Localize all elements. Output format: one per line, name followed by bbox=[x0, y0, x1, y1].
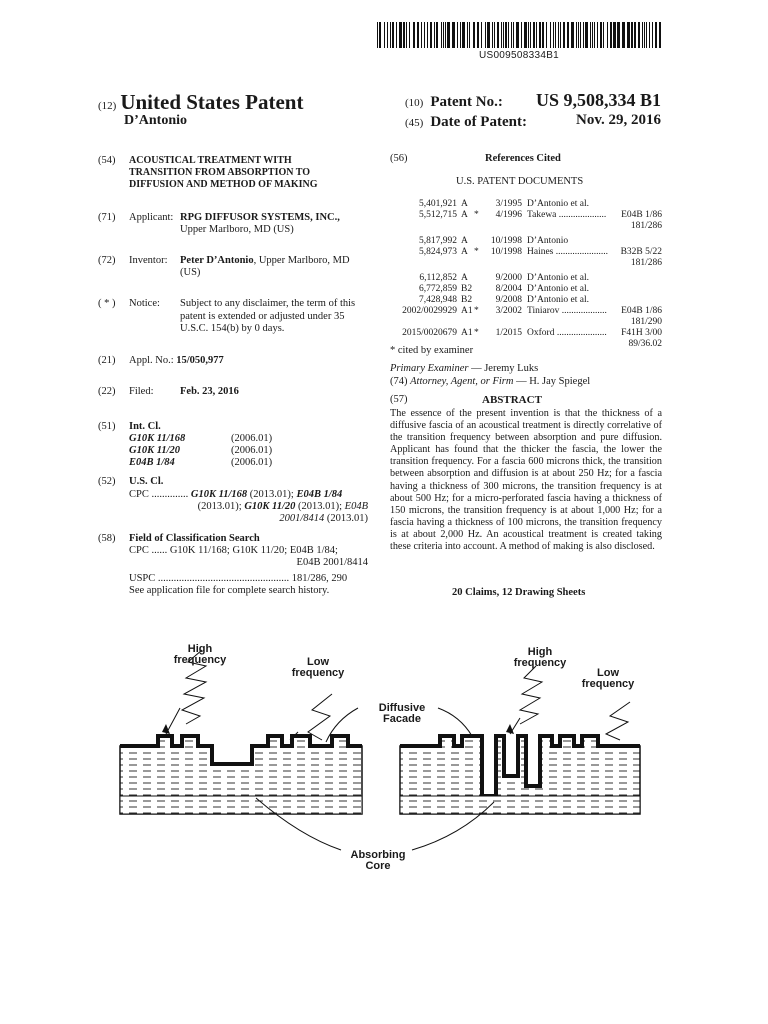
ref-kind: A bbox=[461, 236, 468, 246]
document-title: United States Patent bbox=[120, 90, 304, 114]
ref-number: 7,428,948 bbox=[419, 295, 457, 305]
field-uspc-line: USPC .................................................. 181/286, 290 bbox=[129, 573, 348, 584]
barcode-bar bbox=[494, 22, 495, 48]
right-high-frequency-label bbox=[510, 647, 570, 669]
ref-kind: A1 bbox=[461, 328, 473, 338]
field-cpc-line: E04B 2001/8414 bbox=[296, 557, 368, 568]
reference-row bbox=[390, 210, 662, 221]
field-cpc-line: CPC ...... G10K 11/168; G10K 11/20; E04B 1/84; bbox=[129, 545, 338, 556]
applicant-name: RPG DIFFUSOR SYSTEMS, INC., bbox=[180, 212, 340, 223]
appl-number: 15/050,977 bbox=[176, 355, 224, 366]
barcode-bar bbox=[430, 22, 432, 48]
ref-star: * bbox=[474, 328, 479, 338]
barcode-bar bbox=[659, 22, 661, 48]
notice-label: Notice: bbox=[129, 298, 160, 309]
barcode-bar bbox=[539, 22, 541, 48]
barcode-bar bbox=[505, 22, 507, 48]
label-line: Low bbox=[307, 656, 329, 668]
uscl-version: (2013.01); bbox=[295, 501, 345, 512]
barcode-bar bbox=[392, 22, 394, 48]
barcode-bar bbox=[622, 22, 625, 48]
barcode-bar bbox=[413, 22, 415, 48]
barcode-bar bbox=[655, 22, 657, 48]
ref-kind: A bbox=[461, 273, 468, 283]
inventor-name: Peter D’Antonio bbox=[180, 255, 254, 266]
reference-row bbox=[390, 247, 662, 258]
attorney-name: — H. Jay Spiegel bbox=[513, 376, 591, 387]
inventor-country: (US) bbox=[180, 267, 201, 278]
ref-kind: B2 bbox=[461, 295, 473, 305]
uscl-version: (2013.01); bbox=[247, 489, 297, 500]
ref-star: * bbox=[474, 306, 479, 316]
reference-row bbox=[390, 306, 662, 317]
appl-label: Appl. No.: bbox=[129, 355, 174, 366]
uscl-version: (2013.01); bbox=[197, 501, 245, 512]
barcode-bar bbox=[445, 22, 446, 48]
barcode bbox=[377, 22, 661, 48]
date-label: Date of Patent: bbox=[430, 114, 527, 130]
reference-row bbox=[390, 284, 662, 295]
barcode-bar bbox=[558, 22, 559, 48]
abstract-text: The essence of the present invention is that the thickness of a diffusive fascia of an acoustical treatment is directly correlative of the transition frequency between absorption and pure diffusion. Applicant has found that the thicker the fascia, the lower the transition frequency. For a fascia 600 microns thick, the transition between absorption and diffusion is at about 250 Hz; for a fascia having a thickness of 300 microns, the transition frequency is at about 500 Hz; for a micro-perforated fascia having a thickness of 150 microns, the transition frequency is at about 1,000 Hz; for a fascia having a thickness of 100 microns, the transition frequency is at about 2,000 Hz. An acoustical treatment is created taking these criteria into account. A method of making is also disclosed. bbox=[390, 408, 662, 553]
barcode-bar bbox=[427, 22, 428, 48]
ref-number: 5,401,921 bbox=[419, 199, 457, 209]
patent-number-line bbox=[405, 93, 503, 111]
barcode-bar bbox=[379, 22, 381, 48]
cited-by-examiner: * cited by examiner bbox=[390, 345, 474, 356]
uscl-cpc-line bbox=[279, 513, 368, 526]
ref-number: 6,112,852 bbox=[419, 273, 457, 283]
patent-no-code: (10) bbox=[405, 97, 424, 109]
diffusive-facade-label: Diffusive Facade bbox=[378, 702, 426, 725]
ref-number: 6,772,859 bbox=[419, 284, 457, 294]
ref-class: B32B 5/22 bbox=[620, 247, 662, 257]
uscl-cpc-line bbox=[198, 501, 368, 514]
title-line: TRANSITION FROM ABSORPTION TO bbox=[129, 167, 311, 178]
uscl-code: (52) bbox=[98, 476, 116, 487]
type-code: (12) bbox=[98, 100, 117, 112]
barcode-bar bbox=[592, 22, 593, 48]
uscl-version: (2013.01) bbox=[324, 513, 368, 524]
barcode-bar bbox=[487, 22, 490, 48]
right-low-frequency-label bbox=[578, 668, 638, 690]
inventor-surname: D’Antonio bbox=[124, 113, 188, 128]
field-label: Field of Classification Search bbox=[129, 533, 260, 544]
barcode-bar bbox=[481, 22, 482, 48]
ref-name: D’Antonio et al. bbox=[527, 273, 590, 283]
attorney-line bbox=[390, 376, 590, 389]
date-code: (45) bbox=[405, 117, 424, 129]
title-code: (54) bbox=[98, 155, 116, 166]
ref-kind: A bbox=[461, 210, 468, 220]
label-line: frequency bbox=[173, 654, 227, 666]
ref-class-continued: 181/286 bbox=[630, 258, 662, 268]
barcode-bar bbox=[600, 22, 602, 48]
ref-date: 1/2015 bbox=[495, 328, 522, 338]
filed-code: (22) bbox=[98, 386, 116, 397]
inventor-label: Inventor: bbox=[129, 255, 168, 266]
applicant-code: (71) bbox=[98, 212, 116, 223]
absorbing-core-label: Absorbing Core bbox=[350, 849, 406, 872]
barcode-bar bbox=[553, 22, 554, 48]
applicant-location: Upper Marlboro, MD (US) bbox=[180, 224, 294, 235]
barcode-bar bbox=[646, 22, 647, 48]
barcode-bar bbox=[409, 22, 410, 48]
barcode-bar bbox=[530, 22, 531, 48]
ref-kind: A1 bbox=[461, 306, 473, 316]
ref-class-continued: 89/36.02 bbox=[628, 339, 662, 349]
ref-date: 3/1995 bbox=[495, 199, 522, 209]
title-line: DIFFUSION AND METHOD OF MAKING bbox=[129, 179, 318, 190]
barcode-bar bbox=[597, 22, 598, 48]
refs-subheading: U.S. PATENT DOCUMENTS bbox=[456, 176, 584, 187]
label-line: frequency bbox=[291, 667, 345, 679]
barcode-bar bbox=[403, 22, 405, 48]
label-line: High bbox=[527, 646, 553, 658]
barcode-bar bbox=[638, 22, 640, 48]
ref-name: D’Antonio bbox=[527, 236, 569, 246]
barcode-bar bbox=[536, 22, 537, 48]
barcode-bar bbox=[434, 22, 435, 48]
refs-code: (56) bbox=[390, 153, 408, 164]
patent-no-label: Patent No.: bbox=[430, 94, 503, 110]
filed-label: Filed: bbox=[129, 386, 154, 397]
barcode-bar bbox=[627, 22, 630, 48]
ref-name: D’Antonio et al. bbox=[527, 284, 590, 294]
barcode-bar bbox=[457, 22, 458, 48]
inventor-location: , Upper Marlboro, MD bbox=[253, 255, 350, 266]
attorney-code: (74) bbox=[390, 376, 408, 387]
intcl-version: (2006.01) bbox=[231, 433, 273, 444]
barcode-bar bbox=[473, 22, 475, 48]
ref-class-continued: 181/290 bbox=[630, 317, 662, 327]
ref-kind: A bbox=[461, 199, 468, 209]
barcode-bar bbox=[590, 22, 591, 48]
ref-name: Haines ...................... bbox=[527, 247, 609, 257]
ref-class: F41H 3/00 bbox=[621, 328, 662, 338]
ref-star: * bbox=[474, 247, 479, 257]
barcode-bar bbox=[511, 22, 512, 48]
label-line: High bbox=[187, 643, 213, 655]
intcl-version: (2006.01) bbox=[231, 445, 273, 456]
date-of-patent: Nov. 29, 2016 bbox=[575, 112, 661, 128]
date-of-patent-line bbox=[405, 113, 527, 131]
barcode-bar bbox=[485, 22, 486, 48]
barcode-bar bbox=[436, 22, 438, 48]
reference-row bbox=[390, 199, 662, 210]
barcode-bar bbox=[578, 22, 579, 48]
ref-name: Tiniarov ................... bbox=[527, 306, 607, 316]
abstract-heading: ABSTRACT bbox=[482, 394, 542, 406]
barcode-bar bbox=[546, 22, 547, 48]
field-code: (58) bbox=[98, 533, 116, 544]
barcode-bar bbox=[649, 22, 650, 48]
ref-name: Oxford ..................... bbox=[527, 328, 607, 338]
barcode-bar bbox=[441, 22, 442, 48]
barcode-bar bbox=[399, 22, 402, 48]
barcode-bar bbox=[571, 22, 574, 48]
barcode-bar bbox=[508, 22, 509, 48]
uscl-class: E04B bbox=[344, 501, 368, 512]
barcode-bar bbox=[607, 22, 608, 48]
ref-kind: B2 bbox=[461, 284, 473, 294]
ref-class: E04B 1/86 bbox=[621, 210, 662, 220]
barcode-bar bbox=[384, 22, 385, 48]
ref-number: 5,817,992 bbox=[419, 236, 457, 246]
barcode-bar bbox=[563, 22, 565, 48]
barcode-bar bbox=[603, 22, 604, 48]
ref-date: 8/2004 bbox=[495, 284, 522, 294]
notice-line: patent is extended or adjusted under 35 bbox=[180, 310, 345, 322]
barcode-bar bbox=[469, 22, 470, 48]
barcode-bar bbox=[516, 22, 519, 48]
ref-date: 9/2000 bbox=[495, 273, 522, 283]
intcl-class: G10K 11/168 bbox=[129, 433, 186, 444]
barcode-bar bbox=[644, 22, 645, 48]
barcode-bar bbox=[387, 22, 388, 48]
barcode-bar bbox=[462, 22, 465, 48]
examiner-line bbox=[390, 363, 538, 376]
barcode-bar bbox=[477, 22, 479, 48]
barcode-bar bbox=[503, 22, 504, 48]
ref-name: D’Antonio et al. bbox=[527, 199, 590, 209]
title-line: ACOUSTICAL TREATMENT WITH bbox=[129, 155, 292, 166]
barcode-bar bbox=[610, 22, 612, 48]
uscl-class: E04B 1/84 bbox=[296, 489, 343, 500]
intcl-code: (51) bbox=[98, 421, 116, 432]
barcode-bar bbox=[550, 22, 551, 48]
barcode-bar bbox=[528, 22, 529, 48]
barcode-bar bbox=[497, 22, 499, 48]
barcode-bar bbox=[542, 22, 544, 48]
ref-date: 4/1996 bbox=[495, 210, 522, 220]
abstract-code: (57) bbox=[390, 394, 408, 405]
barcode-bar bbox=[631, 22, 633, 48]
barcode-bar bbox=[521, 22, 522, 48]
label-line: Low bbox=[597, 667, 619, 679]
examiner-name: — Jeremy Luks bbox=[468, 363, 539, 374]
barcode-bar bbox=[417, 22, 419, 48]
ref-date: 10/1998 bbox=[490, 247, 522, 257]
patent-number: US 9,508,334 B1 bbox=[535, 90, 661, 110]
left-high-frequency-label bbox=[170, 644, 230, 666]
ref-date: 10/1998 bbox=[490, 236, 522, 246]
barcode-bar bbox=[613, 22, 616, 48]
ref-star: * bbox=[474, 210, 479, 220]
barcode-bar bbox=[421, 22, 422, 48]
examiner-label: Primary Examiner bbox=[390, 363, 469, 374]
barcode-bar bbox=[555, 22, 556, 48]
label-line: frequency bbox=[513, 657, 567, 669]
field-see-line: See application file for complete search history. bbox=[129, 585, 330, 596]
barcode-bar bbox=[406, 22, 407, 48]
notice-line: U.S.C. 154(b) by 0 days. bbox=[180, 323, 285, 334]
uscl-class: G10K 11/168 bbox=[190, 489, 248, 500]
barcode-bar bbox=[447, 22, 450, 48]
barcode-bar bbox=[377, 22, 378, 48]
reference-row bbox=[390, 295, 662, 306]
ref-kind: A bbox=[461, 247, 468, 257]
ref-number: 2002/0029929 bbox=[402, 306, 457, 316]
barcode-bar bbox=[617, 22, 620, 48]
ref-number: 5,824,973 bbox=[419, 247, 457, 257]
barcode-bar bbox=[583, 22, 584, 48]
applicant-label: Applicant: bbox=[129, 212, 174, 223]
ref-date: 3/2002 bbox=[495, 306, 522, 316]
barcode-bar bbox=[396, 22, 397, 48]
uscl-class: G10K 11/20 bbox=[244, 501, 296, 512]
ref-class: E04B 1/86 bbox=[621, 306, 662, 316]
reference-row bbox=[390, 328, 662, 339]
intcl-class: E04B 1/84 bbox=[129, 457, 175, 468]
notice-line: Subject to any disclaimer, the term of this bbox=[180, 298, 356, 309]
barcode-number: US009508334B1 bbox=[478, 50, 560, 61]
barcode-bar bbox=[652, 22, 653, 48]
intcl-version: (2006.01) bbox=[231, 457, 273, 468]
patent-type-line bbox=[98, 90, 303, 115]
refs-heading: References Cited bbox=[485, 153, 561, 164]
barcode-bar bbox=[642, 22, 643, 48]
barcode-bar bbox=[576, 22, 577, 48]
uscl-cpc-label: CPC .............. bbox=[129, 489, 189, 500]
ref-number: 2015/0020679 bbox=[402, 328, 457, 338]
barcode-bar bbox=[560, 22, 561, 48]
barcode-bar bbox=[424, 22, 425, 48]
ref-name: D’Antonio et al. bbox=[527, 295, 590, 305]
barcode-bar bbox=[492, 22, 493, 48]
reference-row bbox=[390, 273, 662, 284]
barcode-bar bbox=[634, 22, 636, 48]
intcl-label: Int. Cl. bbox=[129, 421, 161, 432]
barcode-bar bbox=[524, 22, 527, 48]
barcode-bar bbox=[501, 22, 502, 48]
barcode-bar bbox=[390, 22, 391, 48]
ref-name: Takewa .................... bbox=[527, 210, 607, 220]
appl-code: (21) bbox=[98, 355, 116, 366]
ref-number: 5,512,715 bbox=[419, 210, 457, 220]
barcode-bar bbox=[467, 22, 468, 48]
uscl-cpc-line bbox=[129, 489, 342, 502]
uscl-class: 2001/8414 bbox=[279, 513, 325, 524]
notice-code: ( * ) bbox=[98, 298, 116, 309]
left-low-frequency-label bbox=[286, 657, 350, 679]
barcode-bar bbox=[567, 22, 569, 48]
uscl-label: U.S. Cl. bbox=[129, 476, 164, 487]
references-list bbox=[390, 199, 662, 349]
intcl-class: G10K 11/20 bbox=[129, 445, 181, 456]
label-line: frequency bbox=[581, 678, 635, 690]
attorney-label: Attorney, Agent, or Firm bbox=[410, 376, 514, 387]
barcode-bar bbox=[460, 22, 461, 48]
inventor-code: (72) bbox=[98, 255, 116, 266]
barcode-bar bbox=[513, 22, 514, 48]
filed-date: Feb. 23, 2016 bbox=[180, 386, 239, 397]
barcode-bar bbox=[533, 22, 535, 48]
barcode-bar bbox=[580, 22, 581, 48]
claims-drawings-line: 20 Claims, 12 Drawing Sheets bbox=[452, 587, 586, 598]
barcode-bar bbox=[585, 22, 588, 48]
ref-class-continued: 181/286 bbox=[630, 221, 662, 231]
barcode-bar bbox=[452, 22, 455, 48]
barcode-bar bbox=[594, 22, 595, 48]
barcode-bar bbox=[443, 22, 444, 48]
reference-row bbox=[390, 236, 662, 247]
ref-date: 9/2008 bbox=[495, 295, 522, 305]
